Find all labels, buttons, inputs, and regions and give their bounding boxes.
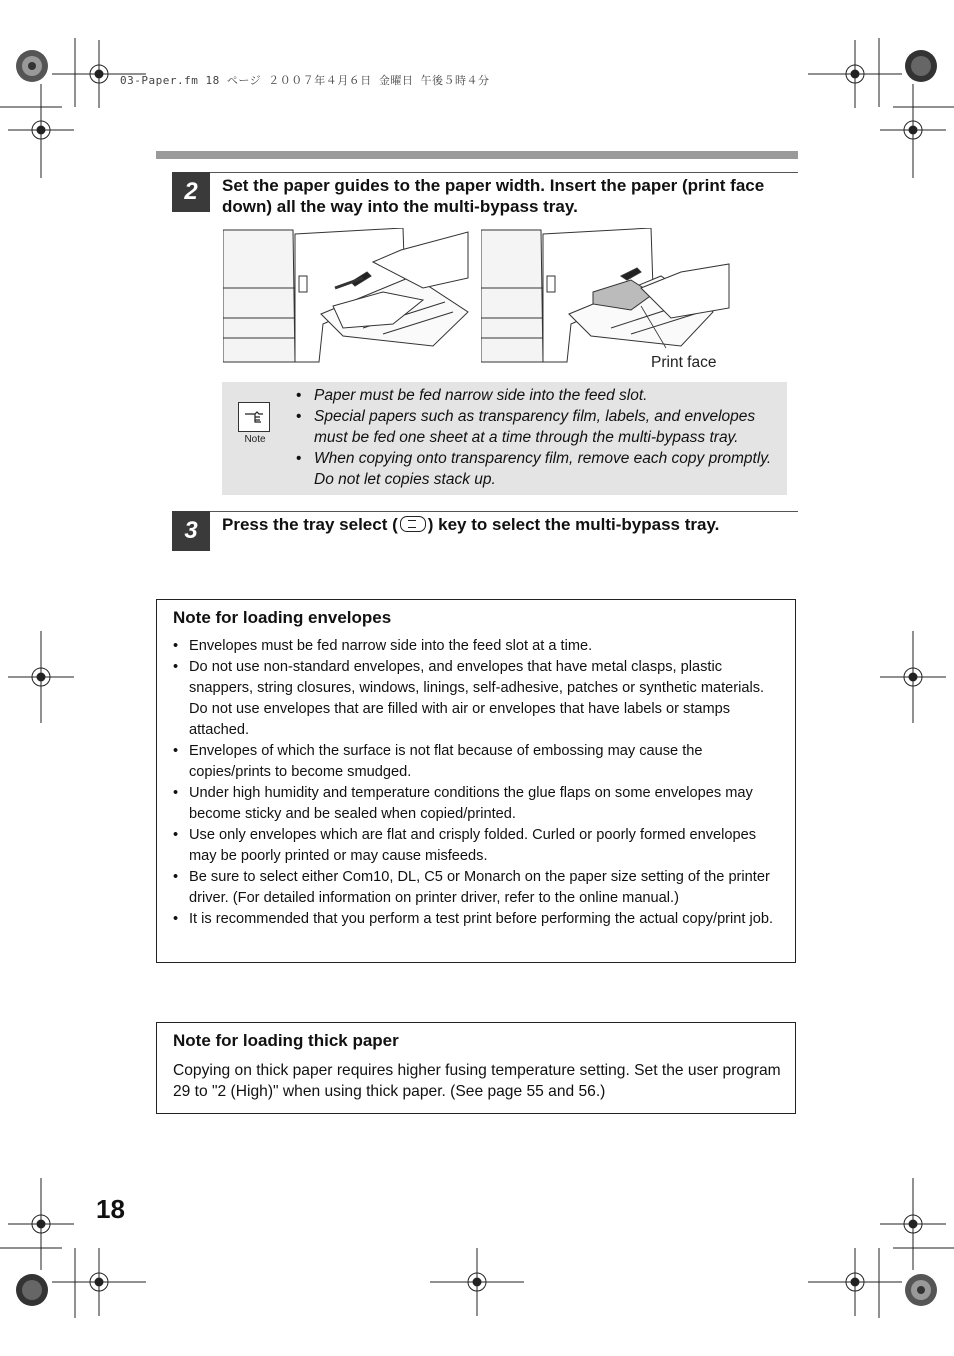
step-3-instruction — [222, 514, 794, 535]
section-bar — [156, 151, 798, 159]
bypass-tray-illustration-right — [481, 228, 731, 364]
page-number: 18 — [96, 1194, 125, 1224]
step-2-rule — [210, 172, 798, 173]
list-item: • Use only envelopes which are flat and crisply folded. Curled or poorly formed envelopes may be poorly printed or may cause misfeeds. — [173, 825, 783, 867]
step-3-rule — [210, 511, 798, 512]
bypass-tray-illustration-left — [223, 228, 473, 364]
note-hand-icon — [238, 402, 270, 432]
figure-caption-print-face: Print face — [651, 354, 717, 371]
note-item: • Paper must be fed narrow side into the feed slot. — [296, 385, 786, 406]
envelopes-note-box — [156, 599, 796, 963]
thick-paper-note-text: Copying on thick paper requires higher fusing temperature setting. Set the user program 29 to "2 (High)" when using thick paper. (See page 55 and 56.) — [173, 1062, 781, 1100]
list-item: • Be sure to select either Com10, DL, C5 or Monarch on the paper size setting of the printer driver. (For detailed information on printer driver, refer to the online manual.) — [173, 867, 783, 909]
step-3-text-after: ) key to select the multi-bypass tray. — [427, 515, 720, 534]
list-item: • Under high humidity and temperature conditions the glue flaps on some envelopes may become sticky and be sealed when copied/printed. — [173, 783, 783, 825]
step-number-3: 3 — [172, 511, 210, 551]
note-item: • When copying onto transparency film, remove each copy promptly. Do not let copies stack up. — [296, 448, 786, 490]
note-icon-label: Note — [244, 434, 266, 445]
note-box — [222, 382, 787, 495]
list-item: • Envelopes must be fed narrow side into the feed slot at a time. — [173, 636, 783, 657]
envelopes-note-title: Note for loading envelopes — [173, 608, 392, 627]
list-item: • Envelopes of which the surface is not flat because of embossing may cause the copies/prints to become smudged. — [173, 741, 783, 783]
step-number-2: 2 — [172, 172, 210, 212]
list-item: • Do not use non-standard envelopes, and envelopes that have metal clasps, plastic snappers, string closures, windows, linings, self-adhesive, patches or synthetic materials. Do not use envelopes that are filled with air or envelopes that have labels or stamps attached. — [173, 657, 783, 741]
file-info-header: 03-Paper.fm 18 ページ ２００７年４月６日 金曜日 午後５時４分 — [120, 74, 490, 87]
tray-select-key-icon — [400, 516, 426, 532]
envelopes-note-list — [173, 636, 783, 930]
thick-paper-note-box — [156, 1022, 796, 1114]
step-3-text-before: Press the tray select ( — [222, 515, 398, 534]
list-item: • It is recommended that you perform a test print before performing the actual copy/print job. — [173, 909, 783, 930]
thick-paper-note-title: Note for loading thick paper — [173, 1031, 399, 1050]
note-list — [296, 385, 786, 490]
note-item: • Special papers such as transparency film, labels, and envelopes must be fed one sheet at a time through the multi-bypass tray. — [296, 406, 786, 448]
step-2-instruction: Set the paper guides to the paper width. Insert the paper (print face down) all the way into the multi-bypass tray. — [222, 176, 765, 216]
